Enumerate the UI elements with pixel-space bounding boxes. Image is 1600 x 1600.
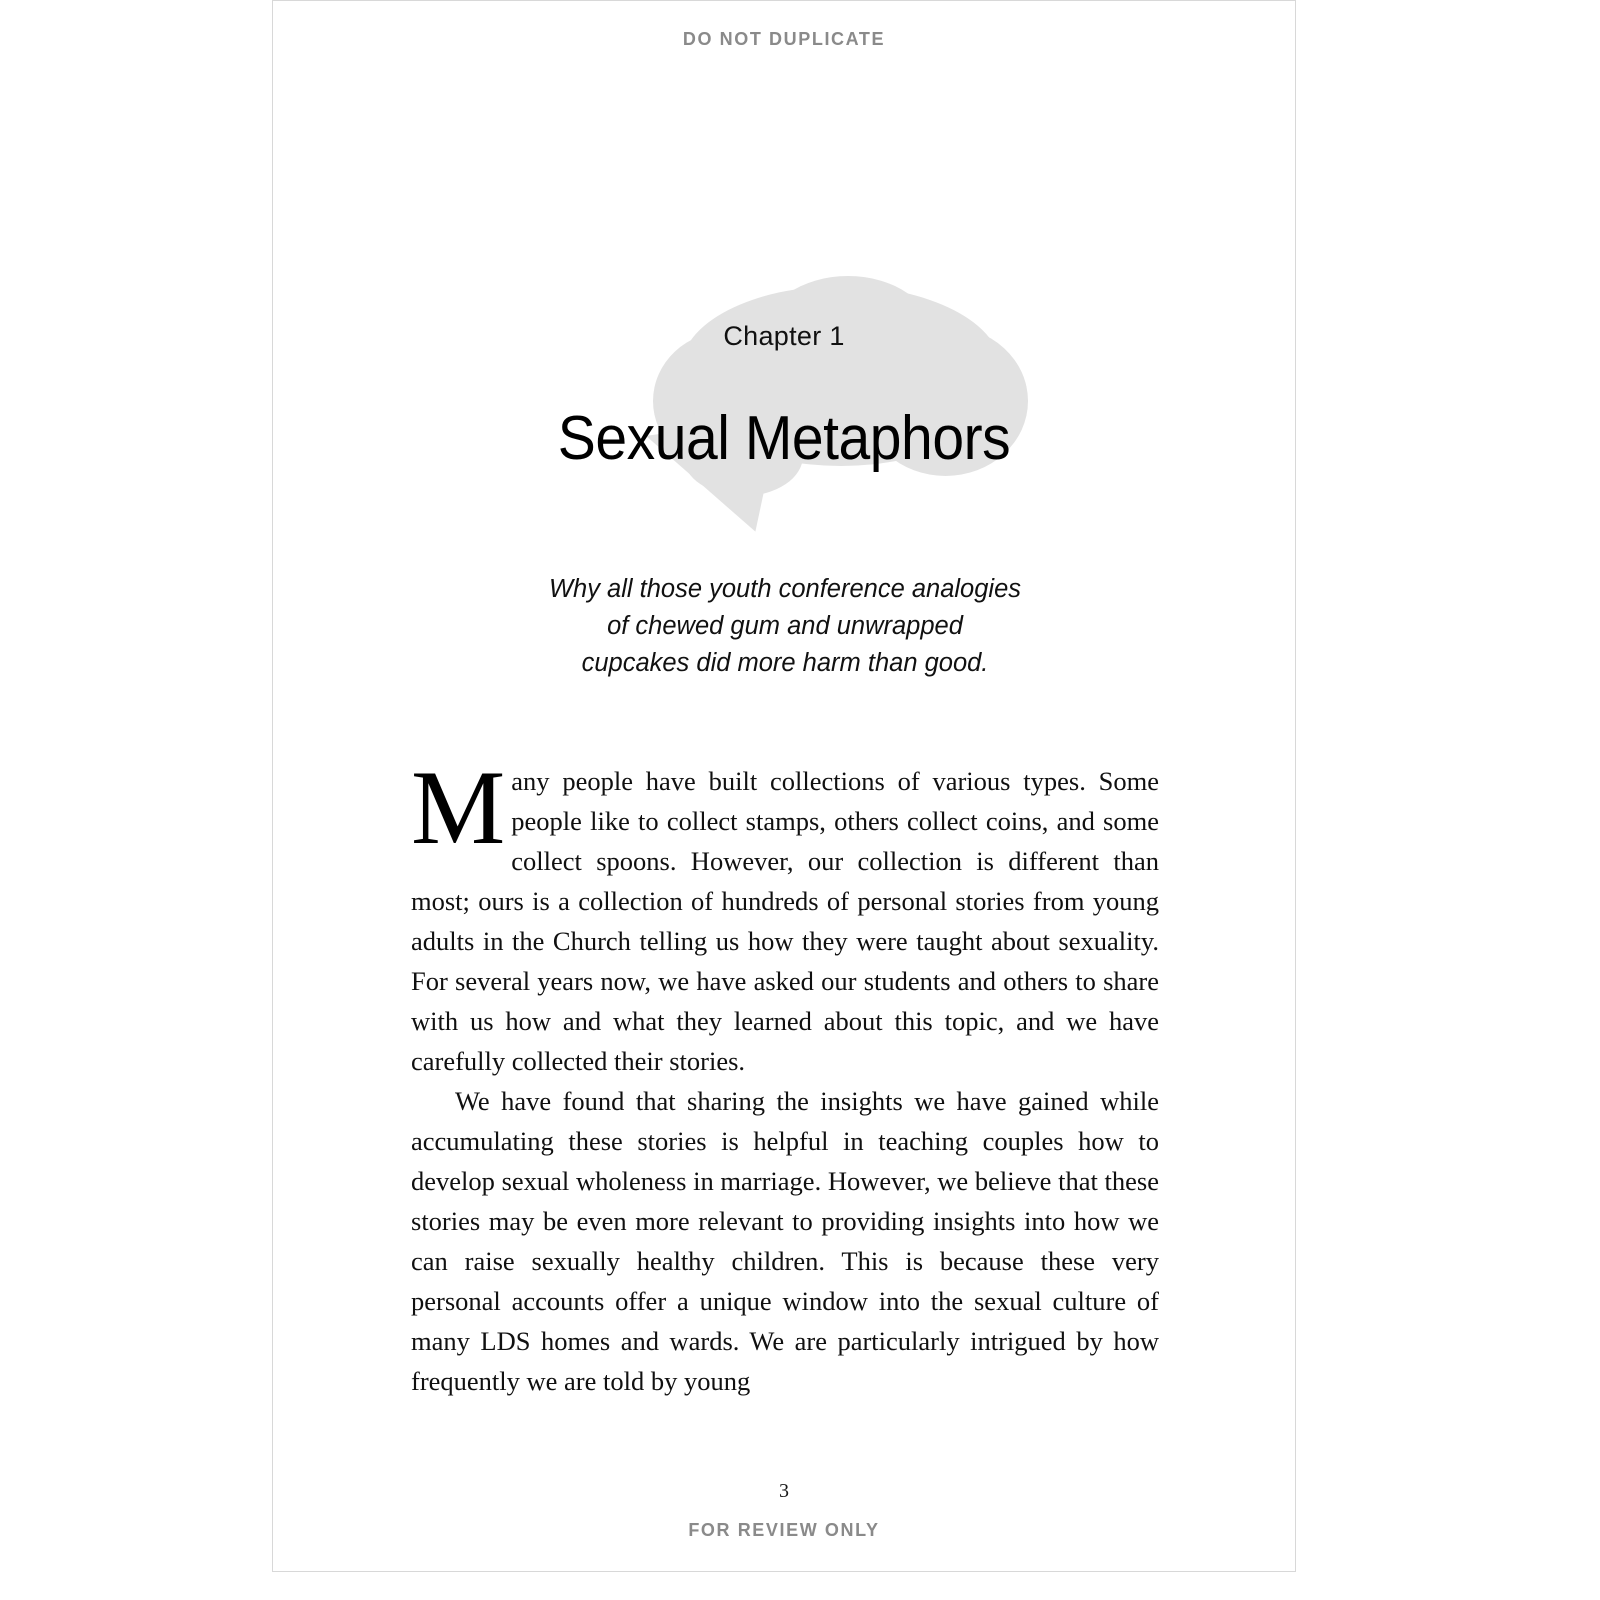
body-paragraph (411, 749, 1159, 1081)
epigraph-line: Why all those youth conference analogies (548, 575, 1022, 603)
epigraph-line: of chewed gum and unwrapped (607, 612, 963, 640)
epigraph-line: cupcakes did more harm than good. (581, 649, 989, 677)
body-paragraph: We have found that sharing the insights we have gained while accumulating these stories is helpful in teaching couples how to develop sexual wholeness in marriage. However, we believe that these stories may be even more relevant to providing insights into how we can raise sexually healthy children. This is because these very personal accounts offer a unique window into the sexual culture of many LDS homes and wards. We are particularly intrigued by how frequently we are told by young (411, 1086, 1159, 1396)
running-head: DO NOT DUPLICATE (682, 29, 886, 49)
chapter-epigraph (448, 571, 1122, 682)
body-text-column (411, 749, 1159, 1401)
body-paragraph-text: any people have built collections of various types. Some people like to collect stamps, others collect coins, and some collect spoons. However, our collection is different than most; ours is a collection of hundreds of personal stories from young adults in the Church telling us how they were taught about sexuality. For several years now, we have asked our students and others to share with us how and what they learned about this topic, and we have carefully collected their stories. (411, 766, 1159, 1076)
chapter-label: Chapter 1 (723, 321, 845, 351)
running-foot: FOR REVIEW ONLY (688, 1520, 880, 1540)
page-number: 3 (779, 1480, 789, 1502)
book-page (272, 0, 1296, 1572)
drop-cap: M (411, 749, 506, 866)
chapter-title: Sexual Metaphors (557, 403, 1011, 473)
